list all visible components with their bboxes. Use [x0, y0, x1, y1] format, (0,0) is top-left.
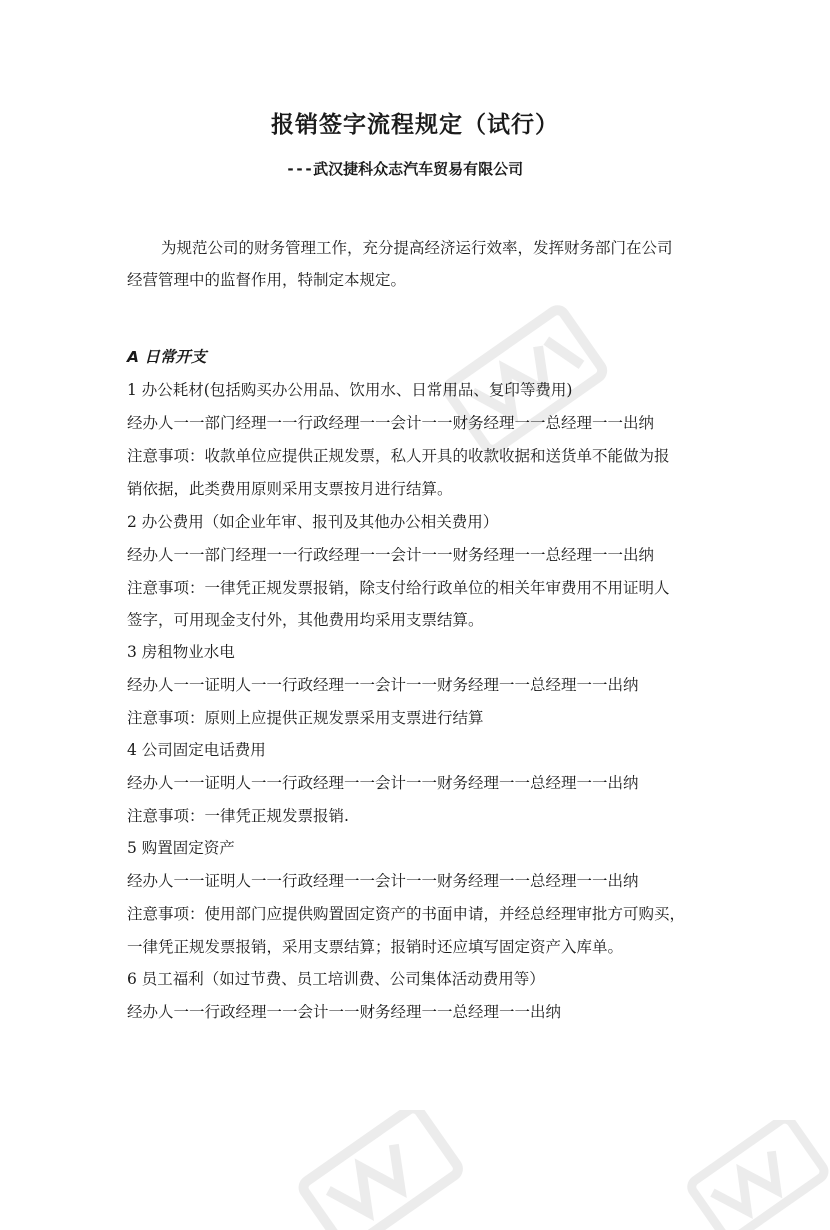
item-2-note-line-1: 注意事项：一律凭正规发票报销，除支付给行政单位的相关年审费用不用证明人 [127, 579, 670, 597]
item-1-note-line-2: 销依据，此类费用原则采用支票按月进行结算。 [127, 480, 453, 498]
item-1-note-line-1: 注意事项：收款单位应提供正规发票，私人开具的收款收据和送货单不能做为报 [127, 447, 670, 465]
item-3-heading: 3 房租物业水电 [127, 643, 235, 661]
item-5-note-line-1: 注意事项：使用部门应提供购置固定资产的书面申请，并经总经理审批方可购买， [127, 905, 686, 923]
item-3-note: 注意事项：原则上应提供正规发票采用支票进行结算 [127, 709, 484, 727]
section-a-heading: A 日常开支 [127, 348, 207, 366]
item-4-flow: 经办人一一证明人一一行政经理一一会计一一财务经理一一总经理一一出纳 [127, 774, 639, 792]
item-4-heading: 4 公司固定电话费用 [127, 741, 266, 759]
item-3-flow: 经办人一一证明人一一行政经理一一会计一一财务经理一一总经理一一出纳 [127, 676, 639, 694]
document-subtitle: ---武汉捷科众志汽车贸易有限公司 [286, 160, 524, 178]
item-1-heading: 1 办公耗材(包括购买办公用品、饮用水、日常用品、复印等费用) [127, 381, 573, 399]
item-2-note-line-2: 签字，可用现金支付外，其他费用均采用支票结算。 [127, 611, 484, 629]
intro-line-2: 经营管理中的监督作用，特制定本规定。 [127, 271, 407, 289]
item-6-flow: 经办人一一行政经理一一会计一一财务经理一一总经理一一出纳 [127, 1003, 562, 1021]
item-4-note: 注意事项：一律凭正规发票报销. [127, 807, 349, 825]
intro-line-1: 为规范公司的财务管理工作，充分提高经济运行效率，发挥财务部门在公司 [161, 239, 673, 257]
item-5-note-line-2: 一律凭正规发票报销，采用支票结算；报销时还应填写固定资产入库单。 [127, 938, 624, 956]
watermark-logo-icon-2 [280, 1110, 470, 1230]
item-6-heading: 6 员工福利（如过节费、员工培训费、公司集体活动费用等） [127, 970, 545, 988]
item-5-heading: 5 购置固定资产 [127, 839, 235, 857]
item-2-flow: 经办人一一部门经理一一行政经理一一会计一一财务经理一一总经理一一出纳 [127, 546, 655, 564]
item-2-heading: 2 办公费用（如企业年审、报刊及其他办公相关费用） [127, 513, 499, 531]
item-5-flow: 经办人一一证明人一一行政经理一一会计一一财务经理一一总经理一一出纳 [127, 872, 639, 890]
intro-paragraph [127, 232, 717, 296]
document-title: 报销签字流程规定（试行） [271, 111, 559, 138]
item-1-flow: 经办人一一部门经理一一行政经理一一会计一一财务经理一一总经理一一出纳 [127, 414, 655, 432]
watermark-logo-icon-3 [680, 1120, 830, 1230]
